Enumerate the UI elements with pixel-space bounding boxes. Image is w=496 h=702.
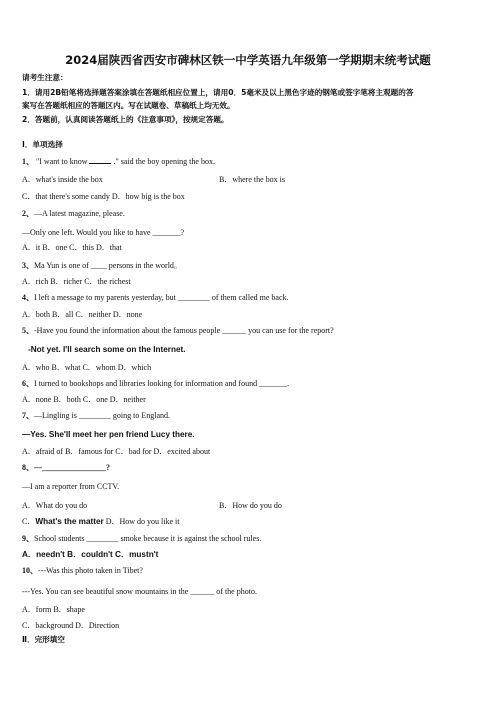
section-heading-2: Ⅱ．完形填空 <box>22 635 65 644</box>
question-9-options: A．needn't B．couldn't C．mustn't <box>22 550 159 559</box>
question-10-options-row2: C．background D．Direction <box>22 621 120 630</box>
question-5-reply: -Not yet. I'll search some on the Internet. <box>28 345 186 354</box>
question-number: 1、 <box>22 157 34 166</box>
question-number: 5、 <box>22 326 34 335</box>
page-title: 2024届陕西省西安市碑林区铁一中学英语九年级第一学期期末统考试题 <box>65 53 431 67</box>
question-4-stem <box>22 293 289 303</box>
option-c-label: C． <box>22 517 36 526</box>
option-a: A．What do you do <box>22 501 88 510</box>
question-number: 7、 <box>22 411 34 420</box>
question-10-stem <box>22 566 143 576</box>
question-10-options-row1: A．form B．shape <box>22 605 85 614</box>
question-number: 4、 <box>22 293 34 302</box>
question-7-options: A．afraid of B．famous for C．bad for D．excited about <box>22 447 211 456</box>
question-2-reply: —Only one left. Would you like to have _______? <box>22 228 185 237</box>
question-number: 6、 <box>22 379 34 388</box>
question-2-text: —A latest magazine, please. <box>34 209 125 218</box>
question-1-options-row1 <box>22 175 285 185</box>
notice-item-1-cont: 案写在答题纸相应的答题区内。写在试题卷、草稿纸上均无效。 <box>22 101 235 110</box>
question-3-text: Ma Yun is one of ____ persons in the world。 <box>34 261 182 270</box>
question-8-reply: —I am a reporter from CCTV. <box>22 482 120 491</box>
question-7-reply: —Yes. She'll meet her pen friend Lucy there. <box>22 430 195 439</box>
question-10-reply: ---Yes. You can see beautiful snow mountains in the ______ of the photo. <box>22 587 257 596</box>
option-a: A．what's inside the box <box>22 175 103 184</box>
option-d: D．How do you like it <box>105 517 180 526</box>
question-1-options-row2: C．that there's some candy D．how big is the box <box>22 192 185 201</box>
question-7-stem <box>22 411 170 421</box>
question-9-text: School students ________ smoke because it is against the school rules. <box>34 534 262 543</box>
section-heading-1: Ⅰ．单项选择 <box>22 140 63 149</box>
question-4-text: I left a message to my parents yesterday, but ________ of them called me back. <box>34 293 289 302</box>
question-5-stem <box>22 326 334 336</box>
question-3-stem <box>22 261 182 271</box>
question-8-text: —________________? <box>34 463 110 472</box>
question-8-options-row1 <box>22 501 282 511</box>
question-1-text-a: "I want to know <box>36 157 88 166</box>
notice-item-2: 2．答题前，认真阅读答题纸上的《注意事项》，按规定答题。 <box>22 115 229 124</box>
notice-item-1: 1．请用2B铅笔将选择题答案涂填在答题纸相应位置上，请用0．5毫米及以上黑色字迹的钢笔或签字笔将主观题的答 <box>22 88 414 97</box>
question-number: 9、 <box>22 534 34 543</box>
question-8-stem <box>22 463 110 473</box>
question-5-options: A．who B．what C．whom D．which <box>22 363 152 372</box>
question-6-text: I turned to bookshops and libraries looking for information and found _______. <box>34 379 290 388</box>
notice-header: 请考生注意： <box>22 73 68 82</box>
question-6-options: A．none B．both C．one D．neither <box>22 395 146 404</box>
question-3-options: A．rich B．richer C．the richest <box>22 277 131 286</box>
question-7-text: —Lingling is ________ going to England. <box>34 411 170 420</box>
question-2-stem <box>22 209 125 219</box>
question-5-text: -Have you found the information about the famous people ______ you can use for the report? <box>34 326 334 335</box>
question-1-stem <box>22 156 215 167</box>
question-10-text: ---Was this photo taken in Tibet? <box>38 566 143 575</box>
option-b: B．where the box is <box>219 175 285 184</box>
option-b: B．How do you do <box>219 501 282 510</box>
answer-blank <box>89 156 111 164</box>
question-2-options: A．it B．one C．this D．that <box>22 243 122 252</box>
question-1-text-b: ." said the boy opening the box. <box>113 157 215 166</box>
question-number: 3、 <box>22 261 34 270</box>
question-number: 2、 <box>22 209 34 218</box>
option-c: What's the matter <box>35 517 104 526</box>
question-4-options: A．both B．all C．neither D．none <box>22 310 143 319</box>
question-8-options-row2 <box>22 517 180 527</box>
question-9-stem <box>22 534 261 544</box>
question-6-stem <box>22 379 289 389</box>
question-number: 8、 <box>22 463 34 472</box>
question-number: 10、 <box>22 566 38 575</box>
